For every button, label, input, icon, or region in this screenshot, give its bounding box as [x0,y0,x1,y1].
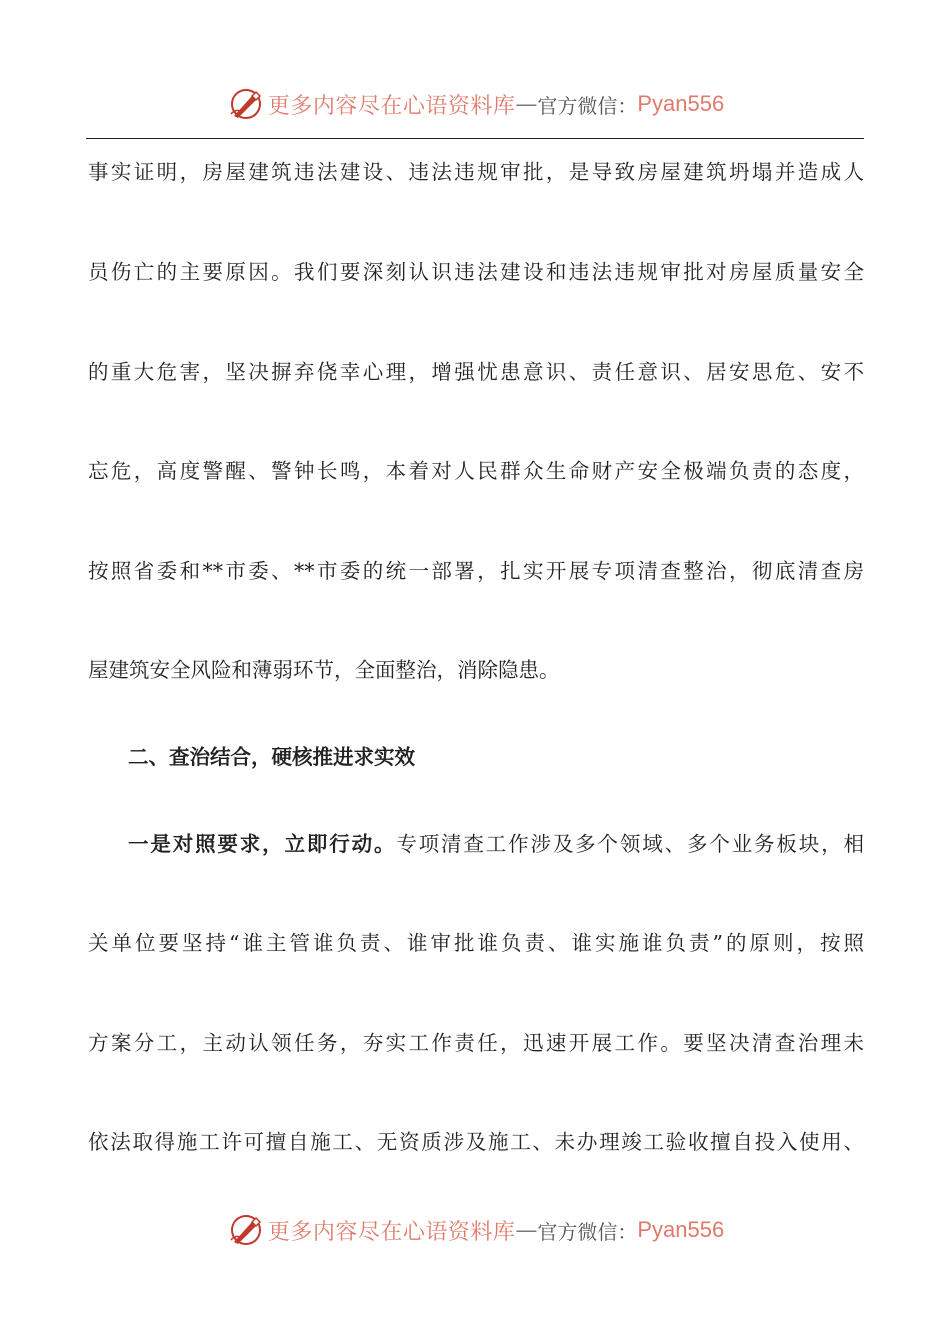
body-line: 员伤亡的主要原因。我们要深刻认识违法建设和违法违规审批对房屋质量安全 [88,260,864,284]
body-line: 屋建筑安全风险和薄弱环节，全面整治，消除隐患。 [88,658,560,682]
banner-wechat-label: 官方微信： [537,93,638,118]
pen-nib-logo-icon [226,84,266,124]
banner-title: 更多内容尽在心语资料库 [267,1219,516,1245]
banner-separator: — [515,91,538,117]
banner-wechat-id: Pyan556 [637,1217,725,1242]
section-heading: 二、查治结合，硬核推进求实效 [128,745,415,769]
body-line: 关单位要坚持“谁主管谁负责、谁审批谁负责、谁实施谁负责”的原则，按照 [88,931,864,955]
body-line: 忘危，高度警醒、警钟长鸣，本着对人民群众生命财产安全极端负责的态度， [88,459,864,483]
body-line: 方案分工，主动认领任务，夯实工作责任，迅速开展工作。要坚决清查治理未 [88,1031,864,1055]
body-line: 的重大危害，坚决摒弃侥幸心理，增强忧患意识、责任意识、居安思危、安不 [88,360,864,384]
header-divider [86,138,864,139]
banner-wechat-label: 官方微信： [537,1219,638,1244]
paragraph-lead-bold: 一是对照要求，立即行动。 [128,832,397,856]
paragraph-lead-rest: 专项清查工作涉及多个领域、多个业务板块，相 [396,832,864,856]
paragraph-first-line [128,829,864,859]
body-line: 按照省委和**市委、**市委的统一部署，扎实开展专项清查整治，彻底清查房 [88,559,864,583]
footer-banner [0,1210,950,1250]
banner-wechat-id: Pyan556 [637,91,725,116]
banner-title: 更多内容尽在心语资料库 [267,93,516,119]
header-banner [0,84,950,124]
pen-nib-logo-icon [226,1210,266,1250]
body-line: 依法取得施工许可擅自施工、无资质涉及施工、未办理竣工验收擅自投入使用、 [88,1130,864,1154]
body-line: 事实证明，房屋建筑违法建设、违法违规审批，是导致房屋建筑坍塌并造成人 [88,160,864,184]
banner-separator: — [515,1217,538,1243]
